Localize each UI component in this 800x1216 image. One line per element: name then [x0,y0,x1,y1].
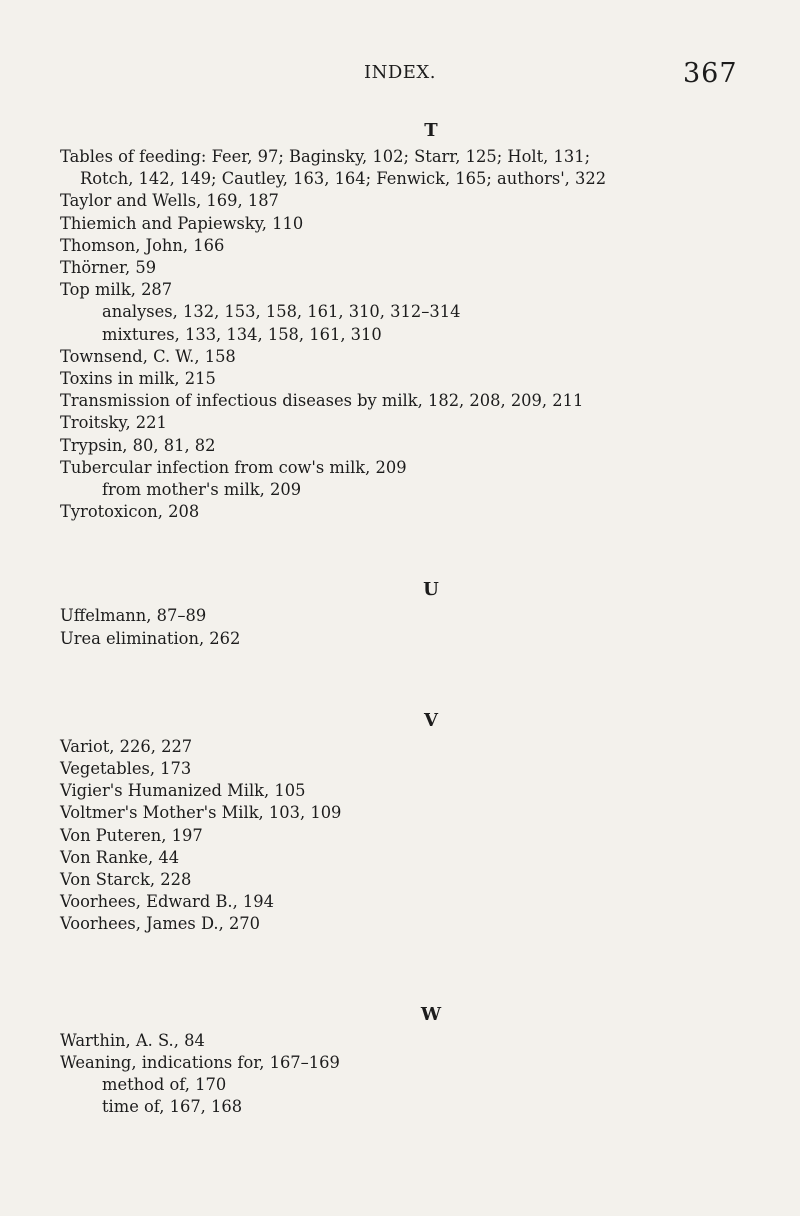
index-entry: Toxins in milk, 215 [60,369,216,389]
page-header [0,58,800,94]
section-spacer [60,523,780,575]
index-entry: Tables of feeding: Feer, 97; Baginsky, 102; Starr, 125; Holt, 131; [60,147,591,166]
index-entry: Thörner, 59 [60,258,157,278]
index-entry: Top milk, 287 [60,280,173,300]
index-entry: Townsend, C. W., 158 [60,346,236,366]
index-entry: Variot, 226, 227 [60,736,193,756]
index-body [60,116,780,1119]
index-entry: Von Starck, 228 [60,870,192,890]
index-subentry: mixtures, 133, 134, 158, 161, 310 [102,324,382,344]
index-entry: Weaning, indications for, 167–169 [60,1052,340,1072]
index-entry: Vegetables, 173 [60,759,192,779]
index-entry: Taylor and Wells, 169, 187 [60,191,279,211]
section-spacer [60,936,780,1000]
index-entry: Warthin, A. S., 84 [60,1030,205,1050]
index-entry: Trypsin, 80, 81, 82 [60,435,216,455]
section-heading-v: V [424,709,438,731]
index-entry: Vigier's Humanized Milk, 105 [60,781,306,801]
section-heading-w: W [420,1003,442,1025]
index-entry: Voltmer's Mother's Milk, 103, 109 [60,803,342,823]
index-subentry: method of, 170 [102,1075,227,1095]
index-entry: Tyrotoxicon, 208 [60,502,200,522]
index-entry: Urea elimination, 262 [60,628,241,648]
index-entry: Voorhees, James D., 270 [60,914,261,934]
section-heading-u: U [423,579,439,601]
index-entry: Tubercular infection from cow's milk, 209 [60,457,407,477]
section-heading-t: T [424,120,438,141]
index-entry: Transmission of infectious diseases by milk, 182, 208, 209, 211 [60,391,584,411]
index-entry: Voorhees, Edward B., 194 [60,892,275,912]
index-entry: Uffelmann, 87–89 [60,606,207,626]
index-subentry: time of, 167, 168 [102,1097,243,1117]
index-entry: Thiemich and Papiewsky, 110 [60,213,304,233]
index-entry: Thomson, John, 166 [60,235,225,255]
index-entry-continuation: Rotch, 142, 149; Cautley, 163, 164; Fenwick, 165; authors', 322 [80,169,607,189]
running-head: INDEX. [364,62,436,83]
page-number: 367 [683,58,738,89]
index-subentry: analyses, 132, 153, 158, 161, 310, 312–314 [102,302,461,322]
index-entry: Von Puteren, 197 [60,825,203,845]
section-spacer [60,650,780,706]
index-entry: Troitsky, 221 [60,413,167,433]
index-entry: Von Ranke, 44 [60,847,180,867]
index-subentry: from mother's milk, 209 [102,480,302,500]
